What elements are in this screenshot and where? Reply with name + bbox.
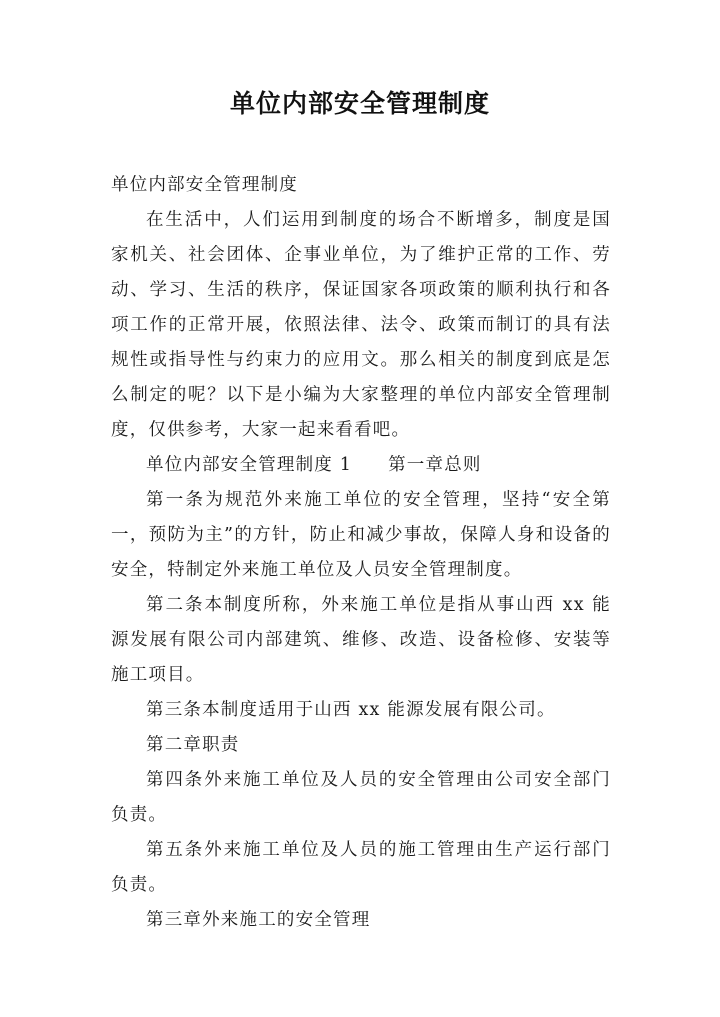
article-2: 第二条本制度所称，外来施工单位是指从事山西 xx 能源发展有限公司内部建筑、维修、改造、设备检修、安装等施工项目。 [111,595,611,685]
article-1: 第一条为规范外来施工单位的安全管理，坚持“安全第一，预防为主”的方针，防止和减少事故，保障人身和设备的安全，特制定外来施工单位及人员安全管理制度。 [111,490,611,580]
section-heading: 单位内部安全管理制度 1 [146,455,353,475]
document-subtitle: 单位内部安全管理制度 [111,175,298,195]
intro-paragraph: 在生活中，人们运用到制度的场合不断增多，制度是国家机关、社会团体、企事业单位，为了维护正常的工作、劳动、学习、生活的秩序，保证国家各项政策的顺利执行和各项工作的正常开展，依照法律、法令、政策而制订的具有法规性或指导性与约束力的应用文。那么相关的制度到底是怎么制定的呢？以下是小编为大家整理的单位内部安全管理制度，仅供参考，大家一起来看看吧。 [111,210,611,440]
chapter-3-heading: 第三章外来施工的安全管理 [146,910,371,930]
article-4: 第四条外来施工单位及人员的安全管理由公司安全部门负责。 [111,770,611,825]
section-heading-line [111,448,611,483]
document-body [111,168,611,938]
document-title: 单位内部安全管理制度 [229,89,490,118]
article-3: 第三条本制度适用于山西 xx 能源发展有限公司。 [146,700,556,720]
article-5: 第五条外来施工单位及人员的施工管理由生产运行部门负责。 [111,840,611,895]
chapter-2-heading: 第二章职责 [146,735,240,755]
chapter-1-heading: 第一章总则 [388,455,482,475]
